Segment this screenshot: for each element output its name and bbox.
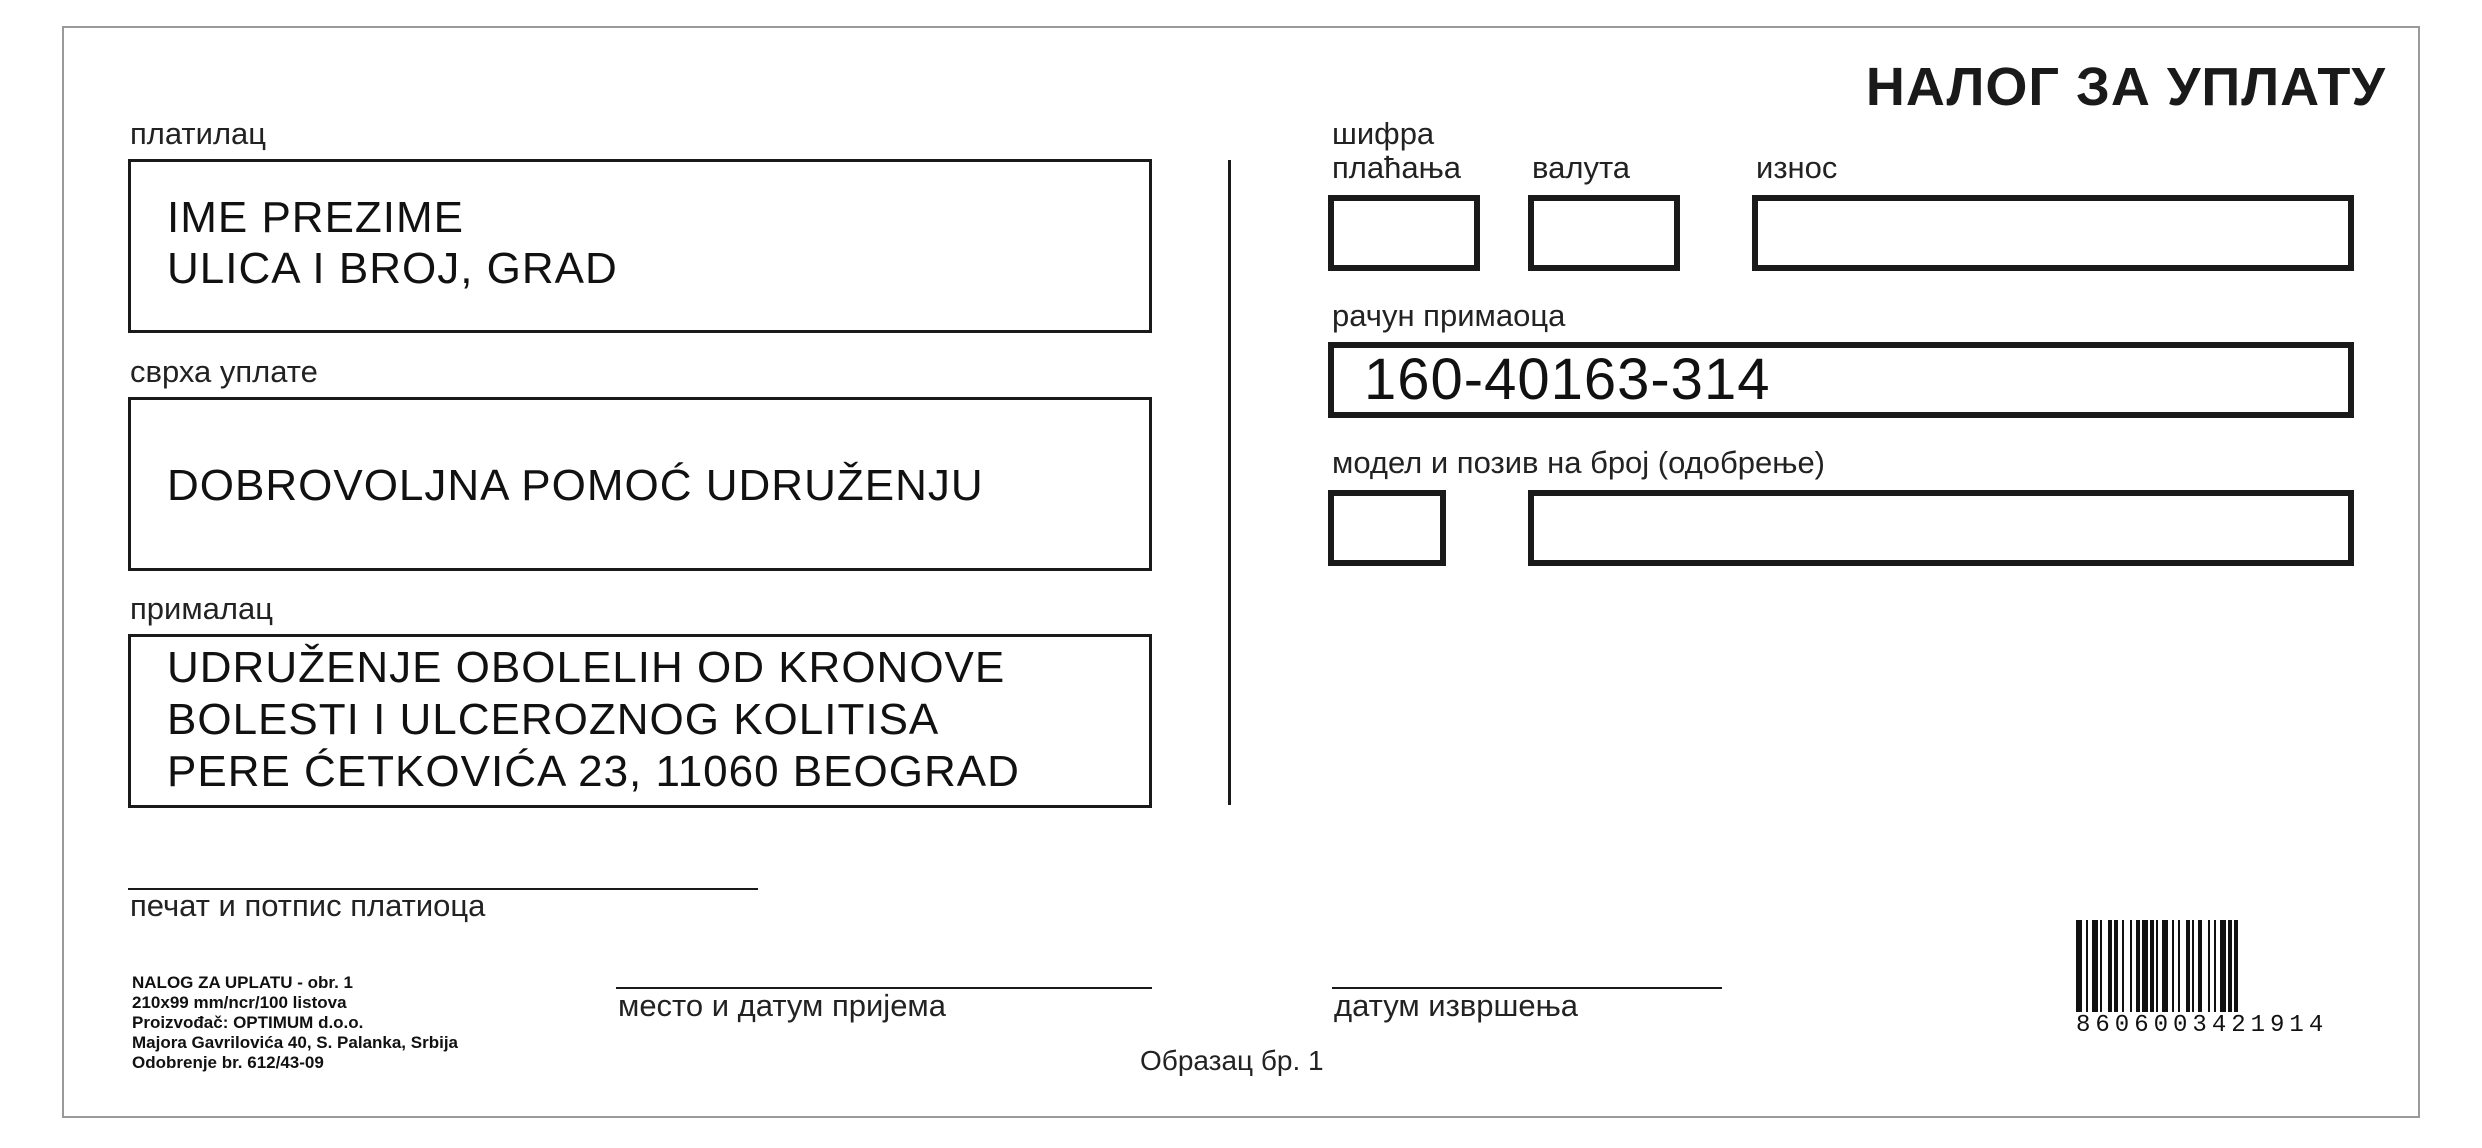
recipient-account-label: рачун примаоца: [1332, 298, 1566, 333]
form-number: Образац бр. 1: [1140, 1045, 1324, 1076]
payment-code-label-2: плаћања: [1332, 150, 1462, 185]
place-date-label: место и датум пријема: [618, 988, 946, 1023]
amount-label: износ: [1756, 150, 1838, 185]
barcode-bar: [2234, 920, 2238, 1012]
recipient-line-1: UDRUŽENJE OBOLELIH OD KRONOVE: [167, 643, 1006, 692]
recipient-account-field[interactable]: [1328, 342, 2354, 418]
payer-field[interactable]: [128, 159, 1152, 333]
printer-info-line-5: Odobrenje br. 612/43-09: [132, 1053, 324, 1072]
printer-info: [132, 973, 458, 1073]
amount-field[interactable]: [1752, 195, 2354, 271]
printer-info-line-1: NALOG ZA UPLATU - obr. 1: [132, 973, 353, 992]
reference-number-field[interactable]: [1528, 490, 2354, 566]
model-reference-label: модел и позив на број (одобрење): [1332, 445, 1826, 480]
recipient-line-2: BOLESTI I ULCEROZNOG KOLITISA: [167, 695, 940, 744]
currency-label: валута: [1532, 150, 1631, 185]
purpose-label: сврха уплате: [130, 354, 318, 389]
payer-line-2: ULICA I BROJ, GRAD: [167, 244, 618, 293]
payment-code-field[interactable]: [1328, 195, 1480, 271]
printer-info-line-2: 210x99 mm/ncr/100 listova: [132, 993, 347, 1012]
recipient-label: прималац: [130, 591, 273, 626]
payer-label: платилац: [130, 116, 267, 151]
signature-label: печат и потпис платиоца: [130, 888, 486, 923]
recipient-field[interactable]: [128, 634, 1152, 808]
payment-code-label-1: шифра: [1332, 116, 1435, 151]
barcode: [2076, 920, 2356, 1039]
purpose-field[interactable]: [128, 397, 1152, 571]
printer-info-line-4: Majora Gavrilovića 40, S. Palanka, Srbija: [132, 1033, 458, 1052]
payer-line-1: IME PREZIME: [167, 193, 465, 242]
barcode-number: 8606003421914: [2076, 1012, 2329, 1039]
form-title: НАЛОГ ЗА УПЛАТУ: [1865, 57, 2386, 117]
execution-date-label: датум извршења: [1334, 988, 1579, 1023]
printer-info-line-3: Proizvođač: OPTIMUM d.o.o.: [132, 1013, 364, 1032]
purpose-text: DOBROVOLJNA POMOĆ UDRUŽENJU: [167, 461, 984, 510]
column-divider: [1228, 160, 1231, 805]
recipient-line-3: PERE ĆETKOVIĆA 23, 11060 BEOGRAD: [167, 747, 1020, 796]
model-field[interactable]: [1328, 490, 1446, 566]
barcode-bars: [2076, 920, 2356, 1012]
recipient-account-value: 160-40163-314: [1364, 347, 1771, 412]
currency-field[interactable]: [1528, 195, 1680, 271]
